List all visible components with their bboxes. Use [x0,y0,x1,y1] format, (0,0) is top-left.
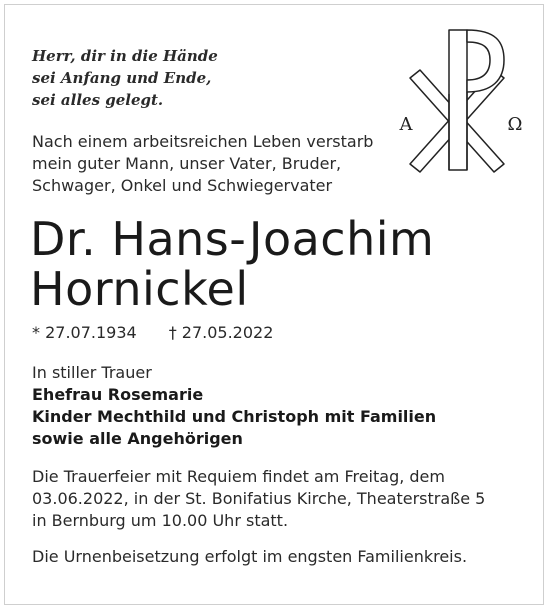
intro-line: mein guter Mann, unser Vater, Bruder, [32,154,342,173]
life-dates [32,322,273,344]
intro-text [32,131,373,197]
mourners-heading: In stiller Trauer [32,363,152,382]
deceased-name [30,214,434,314]
ceremony-info [32,466,485,532]
mourners [32,362,436,450]
omega-letter: Ω [507,114,523,135]
ceremony-line: in Bernburg um 10.00 Uhr statt. [32,511,289,530]
birth-date: * 27.07.1934 [32,323,137,342]
ceremony-line: 03.06.2022, in der St. Bonifatius Kirche, Theaterstraße 5 [32,489,486,508]
mourner-line: Ehefrau Rosemarie [32,385,204,404]
name-line-1: Dr. Hans-Joachim [30,212,435,266]
chi-rho-alpha-omega-icon [388,20,538,180]
name-line-2: Hornickel [30,262,249,316]
intro-line: Nach einem arbeitsreichen Leben verstarb [32,132,374,151]
bible-verse [32,45,218,111]
mourner-line: sowie alle Angehörigen [32,429,243,448]
ceremony-line: Die Trauerfeier mit Requiem findet am Freitag, dem [32,467,445,486]
alpha-letter: A [399,114,413,135]
mourner-line: Kinder Mechthild und Christoph mit Familien [32,407,437,426]
urn-burial-note: Die Urnenbeisetzung erfolgt im engsten Familienkreis. [32,547,468,566]
death-date: † 27.05.2022 [168,323,274,342]
verse-line: Herr, dir in die Hände [32,47,218,65]
verse-line: sei Anfang und Ende, [32,69,212,87]
verse-line: sei alles gelegt. [32,91,164,109]
intro-line: Schwager, Onkel und Schwiegervater [32,176,333,195]
